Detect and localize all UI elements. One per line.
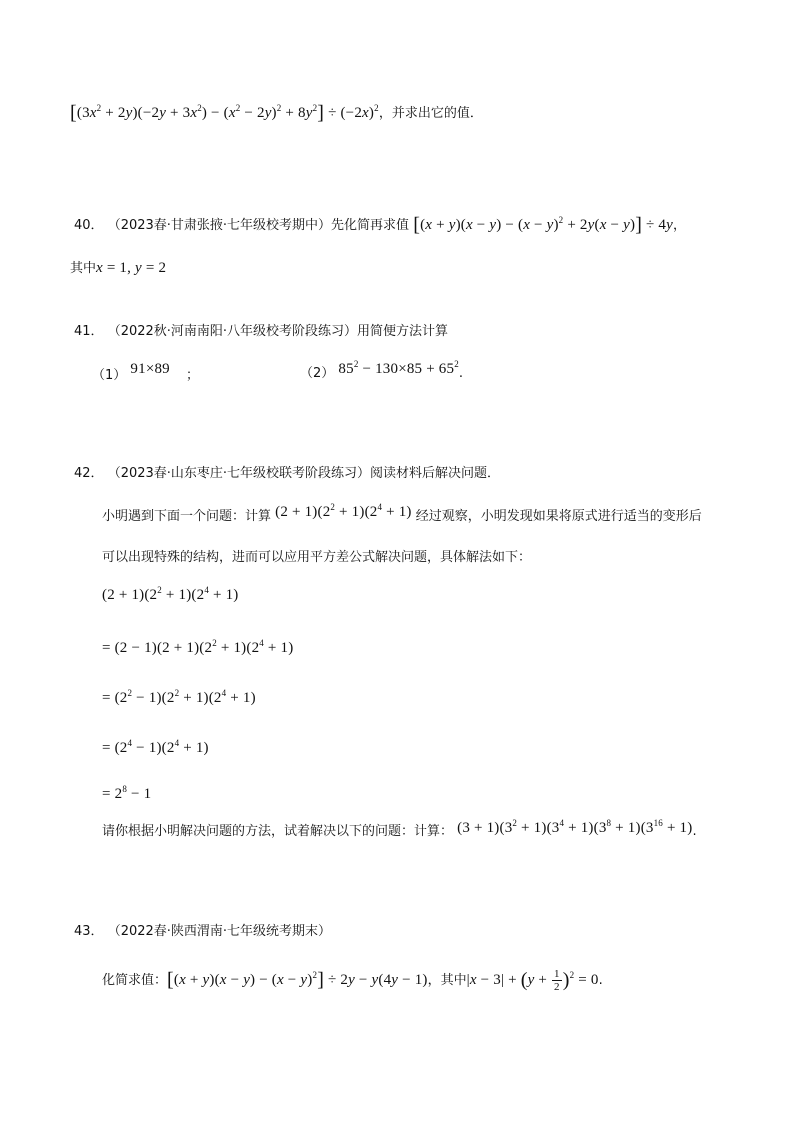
q41-part1-label: （1） [92,368,127,383]
q41-number: 41． [74,324,104,339]
q42-task-line [102,818,697,842]
q43-expression: $[(x + y)(x - y) - (x - y)^2] \div 2y - y(4y - 1)$ [167,968,428,991]
q43-source: （2022春·陕西渭南·七年级统考期末） [107,924,332,939]
q42-task-end: . [692,824,697,839]
q42-derivation-step-3: = $(2^2 - 1)(2^2 + 1)(2^4 + 1)$ [102,688,256,706]
q43-number: 43． [74,924,104,939]
q41-part2-end: . [458,366,464,381]
q42-task-expression: $(3 + 1)(3^2 + 1)(3^4 + 1)(3^8 + 1)(3^{16} + 1)$ [457,818,693,836]
q42-number: 42． [74,466,104,481]
q39-suffix: ，并求出它的值． [378,106,483,121]
q42-prompt: 阅读材料后解决问题． [370,466,501,481]
q40-condition-line [70,258,166,279]
q42-derivation-step-4: = $(2^4 - 1)(2^4 + 1)$ [102,738,209,756]
q42-derivation-step-1: $(2 + 1)(2^2 + 1)(2^4 + 1)$ [102,585,239,603]
q40-prompt: 先化简再求值 [331,218,410,233]
q42-task: 请你根据小明解决问题的方法，试着解决以下的问题：计算： [102,824,454,839]
q40-source: （2023春·甘肃张掖·七年级校考期中） [107,218,332,233]
q39-expression: $[(3x^2 + 2y)(-2y + 3x^2) - (x^2 - 2y)^2 + 8y^2] \div (-2x)^2$ [70,102,379,124]
q41-header [74,322,448,342]
q43-expression-line [102,968,603,993]
q41-part1-expression: 91×89 [130,361,170,377]
q43-header [74,922,331,942]
q40-where: 其中 [70,261,97,276]
q42-source: （2023春·山东枣庄·七年级校联考阶段练习） [107,466,371,481]
q42-derivation-step-5: = $2^8 - 1$ [102,784,152,802]
q42-derivation-step-2: = $(2 - 1)(2 + 1)(2^2 + 1)(2^4 + 1)$ [102,638,294,656]
q42-p1-end: 经过观察，小明发现如果将原式进行适当的变形后 [415,509,702,524]
q39-expression-line [70,103,483,124]
q40-number: 40． [74,218,104,233]
q42-p1-expression: $(2 + 1)(2^2 + 1)(2^4 + 1)$ [275,502,412,520]
q40-comma: ， [672,218,686,233]
q42-header [74,464,500,484]
q42-p1-start: 小明遇到下面一个问题：计算 [102,509,272,524]
q40-condition: x = 1, y = 2 [96,260,167,276]
q43-prompt: 化简求值： [102,972,168,988]
q43-end: . [598,972,603,988]
q42-paragraph2 [102,548,531,568]
q43-where: ，其中 [427,972,467,988]
q43-fraction: $\frac{1}{2}$ [554,968,560,993]
q42-p2: 可以出现特殊的结构，进而可以应用平方差公式解决问题，具体解法如下： [102,550,532,565]
q41-source: （2022秋·河南南阳·八年级校考阶段练习） [107,324,358,339]
q40-expression: $[(x + y)(x - y) - (x - y)^2 + 2y(x - y)] \div 4y$ [413,214,673,236]
q41-part2-label: （2） [300,366,335,381]
q41-part2-expression: $85^2 - 130\times 85 + 65^2$ [338,359,459,377]
q43-condition: |x − 3| + (y + $\frac{1}{2}$ )$^2$ = 0 [466,968,599,993]
q42-paragraph1 [102,502,702,527]
q41-part1-end: ； [186,368,200,383]
q40-header [74,215,686,236]
q41-part1 [92,359,199,386]
q41-prompt: 用简便方法计算 [357,324,449,339]
q41-part2 [300,359,463,384]
